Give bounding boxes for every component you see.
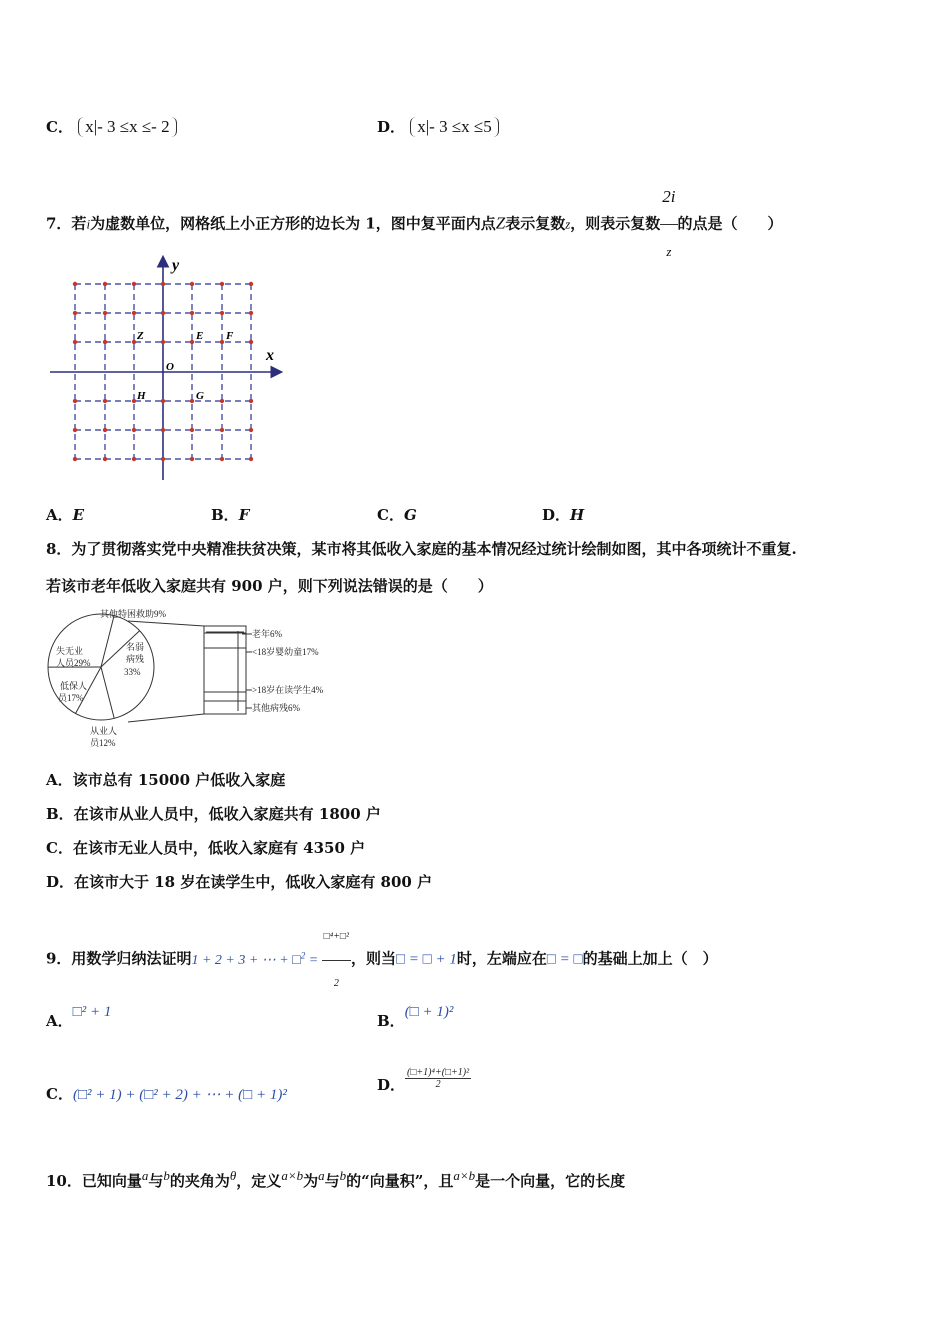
grid-dot: [103, 457, 107, 461]
q8-stem-line2: 若该市老年低收入家庭共有 900 户，则下列说法错误的是（ ）: [46, 577, 493, 595]
q9-option-d[interactable]: D． $\frac{\text{(□+1)⁴+(□+1)²}}{2}$: [377, 1066, 470, 1094]
grid-dot: [103, 282, 107, 286]
grid-dot: [73, 311, 77, 315]
q7-option-c[interactable]: C．G: [377, 506, 417, 524]
grid-dot: [220, 399, 224, 403]
q6-option-c-set: x|- 3 ≤x ≤- 2: [78, 117, 176, 137]
q9-option-a[interactable]: A．□² + 1: [46, 1004, 112, 1030]
grid-dot: [132, 311, 136, 315]
grid-dot: [249, 428, 253, 432]
grid-dot: [161, 340, 165, 344]
label-dibao-2: 员17%: [58, 693, 84, 703]
grid-dot: [132, 428, 136, 432]
grid-dot: [190, 311, 194, 315]
grid-dot: [103, 428, 107, 432]
q7-stem: 7．若i为虚数单位，网格纸上小正方形的边长为 1，图中复平面内点Z表示复数z，则表示复数 $\frac{2i}{z}$ 的点是（ ）: [46, 170, 783, 279]
q8-stem-line1: 8．为了贯彻落实党中央精准扶贫决策，某市将其低收入家庭的基本情况经过统计绘制如图，其中各项统计不重复.: [46, 540, 797, 558]
grid-dot: [73, 428, 77, 432]
grid-dot: [220, 457, 224, 461]
q7-point-g: G: [196, 390, 204, 402]
q7-fraction: $\frac{2i}{z}$: [660, 170, 677, 279]
connector-bottom: [128, 714, 204, 722]
label-lost-2: 人员29%: [56, 658, 91, 668]
grid-dot: [161, 428, 165, 432]
grid-dot: [161, 282, 165, 286]
grid-dot: [73, 282, 77, 286]
grid-dot: [73, 399, 77, 403]
label-dibao-1: 低保人: [60, 681, 88, 691]
grid-dot: [132, 399, 136, 403]
grid-dot: [190, 457, 194, 461]
grid-dot: [132, 340, 136, 344]
grid-dot: [132, 457, 136, 461]
label-work-2: 员12%: [90, 738, 116, 748]
grid-dot: [190, 399, 194, 403]
grid-dot: [190, 428, 194, 432]
q9-option-c[interactable]: C．(□² + 1) + (□² + 2) + ⋯ + (□ + 1)²: [46, 1085, 287, 1103]
grid-dot: [103, 311, 107, 315]
q7-point-h: H: [137, 390, 146, 402]
grid-dot: [249, 399, 253, 403]
label-lost-1: 失无业: [56, 646, 84, 656]
grid-dot: [220, 311, 224, 315]
grid-dot: [190, 282, 194, 286]
q7-point-e: E: [196, 330, 204, 342]
grid-dot: [161, 457, 165, 461]
q9-option-b[interactable]: B．(□ + 1)²: [377, 1004, 454, 1030]
grid-dot: [103, 399, 107, 403]
q6-option-c[interactable]: C． x|- 3 ≤x ≤- 2: [46, 116, 177, 137]
q7-x-label: x: [266, 347, 274, 364]
label-breakdown-4: 其他病残6%: [252, 703, 300, 713]
label-breakdown-3: >18岁在读学生4%: [252, 685, 324, 695]
grid-dot: [249, 457, 253, 461]
q7-origin-label: O: [166, 361, 174, 373]
grid-dot: [73, 457, 77, 461]
q9-formula: 1 + 2 + 3 + ⋯ + □$^2$ = $\frac{\text{□⁴+□²}}{2}$: [191, 953, 351, 968]
label-weak-1: 名弱: [126, 642, 145, 652]
q8-pie-chart: [44, 604, 344, 754]
q7-option-d[interactable]: D．H: [542, 506, 585, 524]
q6-option-d[interactable]: D． x|- 3 ≤x ≤5: [377, 116, 499, 137]
q7-point-z: Z: [137, 330, 144, 342]
q8-option-a[interactable]: A．该市总有 15000 户低收入家庭: [46, 771, 286, 789]
q7-y-label: y: [172, 257, 180, 274]
label-work-1: 从业人: [90, 726, 118, 736]
label-weak-3: 33%: [124, 667, 141, 677]
grid-dot: [161, 311, 165, 315]
label-breakdown-2: <18岁婴幼童17%: [252, 647, 319, 657]
q8-option-d[interactable]: D．在该市大于 18 岁在读学生中，低收入家庭有 800 户: [46, 873, 433, 891]
label-other: 其他特困救助9%: [100, 609, 166, 619]
connector-top: [128, 621, 204, 626]
q10-stem: 10．已知向量$^a$与$^b$的夹角为$^\theta$，定义$^{a\times b}$为$^a$与$^b$的“向量积”，且$^{a\times b}$是一个向量，它的长度: [46, 1168, 626, 1190]
label-breakdown-1: 老年6%: [252, 629, 282, 639]
grid-dot: [190, 340, 194, 344]
grid-dot: [249, 340, 253, 344]
q9-stem: 9．用数学归纳法证明1 + 2 + 3 + ⋯ + □$^2$ = $\frac{\text{□⁴+□²}}{2}$ ，则当□ = □ + 1时，左端应在□ = □的基础上加上（ ）: [46, 914, 718, 1007]
q6-option-d-set: x|- 3 ≤x ≤5: [410, 117, 498, 137]
q7-complex-plane: [40, 250, 290, 490]
q7-option-b[interactable]: B．F: [211, 506, 250, 524]
q8-option-b[interactable]: B．在该市从业人员中，低收入家庭共有 1800 户: [46, 805, 381, 823]
label-weak-2: 病残: [126, 654, 145, 664]
q7-point-f: F: [226, 330, 234, 342]
grid-dot: [132, 282, 136, 286]
grid-dot: [220, 282, 224, 286]
grid-dot: [220, 428, 224, 432]
grid-dot: [249, 282, 253, 286]
grid-dot: [220, 340, 224, 344]
grid-dot: [103, 340, 107, 344]
q8-option-c[interactable]: C．在该市无业人员中，低收入家庭有 4350 户: [46, 839, 366, 857]
grid-dot: [249, 311, 253, 315]
q7-option-a[interactable]: A．E: [46, 506, 85, 524]
grid-dot: [161, 399, 165, 403]
grid-dot: [73, 340, 77, 344]
